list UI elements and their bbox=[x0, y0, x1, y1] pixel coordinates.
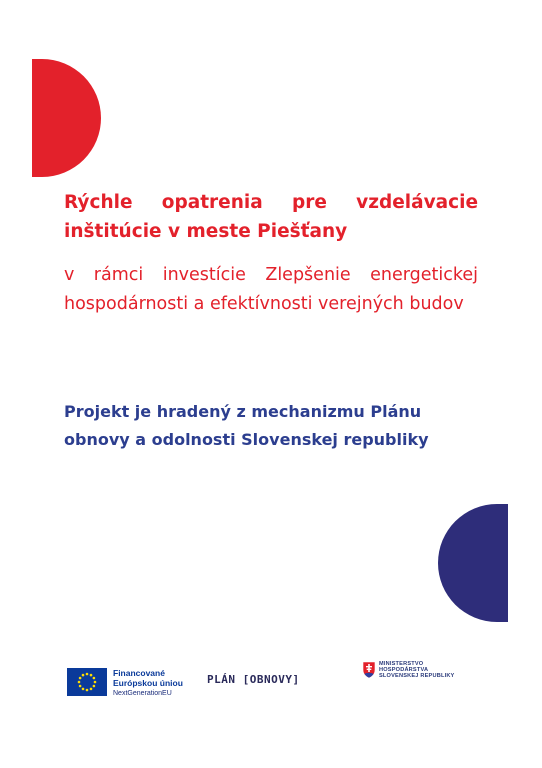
document-title: Rýchle opatrenia pre vzdelávacie inštitúcie v meste Piešťany bbox=[64, 192, 478, 242]
eu-line-3: NextGenerationEU bbox=[113, 690, 172, 697]
ministry-logo bbox=[362, 661, 455, 680]
ministry-line-1: MINISTERSTVO bbox=[379, 661, 424, 667]
eu-funding-logo bbox=[67, 668, 183, 704]
ministry-text bbox=[379, 661, 455, 680]
ministry-line-3: SLOVENSKEJ REPUBLIKY bbox=[379, 673, 455, 680]
plan-word: PLÁN bbox=[207, 673, 236, 686]
bracket-close-icon: ] bbox=[292, 673, 300, 686]
obnovy-word: OBNOVY bbox=[249, 673, 293, 686]
blue-half-circle-decoration bbox=[438, 504, 508, 622]
eu-line-2: Európskou úniou bbox=[113, 678, 183, 688]
eu-logo-text bbox=[113, 668, 183, 699]
eu-flag-icon bbox=[67, 668, 107, 696]
ministry-line-2: HOSPODÁRSTVA bbox=[379, 667, 429, 674]
document-subtitle: v rámci investície Zlepšenie energetickej hospodárnosti a efektívnosti verejných budov bbox=[64, 265, 478, 314]
funding-statement: Projekt je hradený z mechanizmu Plánu obnovy a odolnosti Slovenskej republiky bbox=[64, 402, 429, 449]
plan-obnovy-logo bbox=[207, 673, 300, 686]
eu-line-1: Financované bbox=[113, 668, 165, 678]
red-half-circle-decoration bbox=[32, 59, 101, 177]
bracket-open-icon: [ bbox=[242, 673, 250, 686]
slovak-coat-of-arms-icon bbox=[362, 661, 376, 679]
